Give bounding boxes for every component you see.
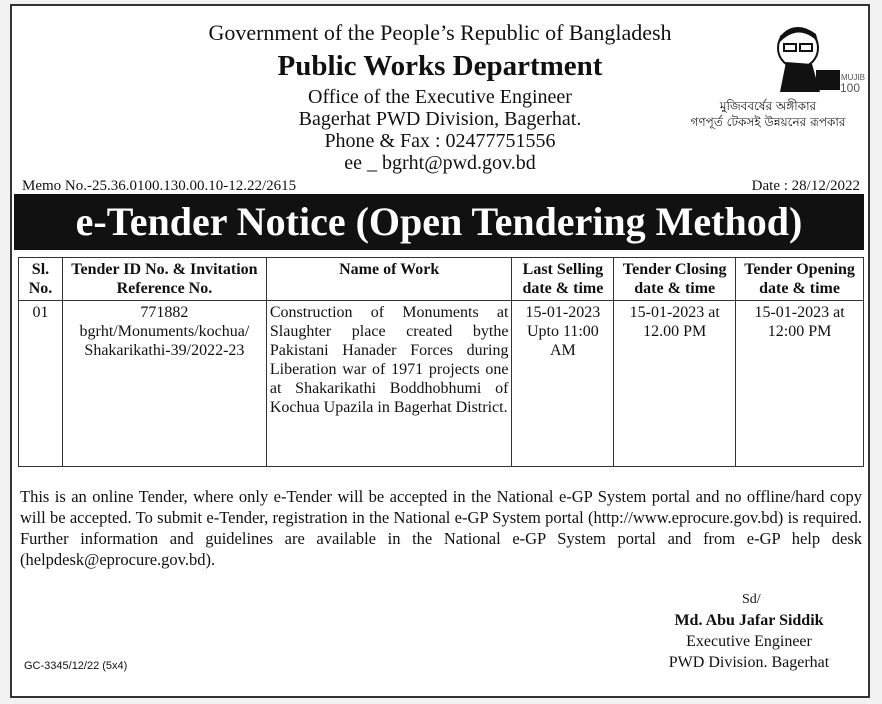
table-header (19, 258, 864, 301)
signatory-designation: Executive Engineer (686, 633, 812, 650)
cell-tender-id (62, 301, 266, 467)
slogan-line-1: মুজিববর্ষের অঙ্গীকার (719, 99, 817, 113)
header-closing: Tender Closing date & time (614, 258, 736, 301)
office: Office of the Executive Engineer (308, 86, 572, 108)
tender-notice (10, 4, 870, 698)
signatory-name: Md. Abu Jafar Siddik (674, 612, 824, 629)
cell-work: Construction of Monuments at Slaughter place created bythe Pakistani Hanader Forces during Liberation war of 1971 projects one at Shakarikathi Boddhobhumi of Kochua Upazila in Bagerhat District. (266, 301, 512, 467)
government-name: Government of the People’s Republic of Bangladesh (208, 20, 672, 45)
header-opening: Tender Opening date & time (736, 258, 864, 301)
reference-no: bgrht/Monuments/kochua/ Shakarikathi-39/2022-23 (79, 323, 250, 359)
instructions-paragraph: This is an online Tender, where only e-Tender will be accepted in the National e-GP System portal and no offline/hard copy will be accepted. To submit e-Tender, registration in the National e-GP System portal (http://www.eprocure.gov.bd) is required. Further information and guidelines are available in the National e-GP System portal and from e-GP help desk (helpdesk@eprocure.gov.bd). (20, 487, 862, 569)
signed-mark: Sd/ (742, 592, 761, 607)
cell-selling: 15-01-2023 Upto 11:00 AM (512, 301, 614, 467)
department-name: Public Works Department (277, 50, 603, 82)
header-work: Name of Work (266, 258, 512, 301)
mujib-100-logo (760, 22, 865, 95)
header-tender-id: Tender ID No. & Invitation Reference No. (62, 258, 266, 301)
memo-number: Memo No.-25.36.0100.130.00.10-12.22/2615 (22, 178, 297, 194)
division: Bagerhat PWD Division, Bagerhat. (298, 108, 582, 130)
cell-opening: 15-01-2023 at 12:00 PM (736, 301, 864, 467)
tender-table (18, 257, 864, 467)
cell-closing: 15-01-2023 at 12.00 PM (614, 301, 736, 467)
notice-date: Date : 28/12/2022 (751, 178, 860, 194)
slogan (668, 98, 868, 130)
header-selling: Last Selling date & time (512, 258, 614, 301)
notice-title: e-Tender Notice (Open Tendering Method) (14, 194, 864, 250)
footer-code: GC-3345/12/22 (5x4) (24, 660, 128, 672)
header-sl: Sl. No. (19, 258, 63, 301)
cell-sl: 01 (19, 301, 63, 467)
svg-text:MUJIB: MUJIB (841, 73, 865, 82)
signature-block (644, 594, 854, 673)
slogan-line-2: গণপূর্ত টেকসই উন্নয়নের রূপকার (690, 115, 846, 129)
table-row (19, 301, 864, 467)
signatory-office: PWD Division. Bagerhat (668, 654, 830, 671)
phone: Phone & Fax : 02477751556 (324, 130, 556, 152)
tender-id: 771882 (140, 304, 189, 321)
email: ee _ bgrht@pwd.gov.bd (344, 152, 536, 174)
svg-text:100: 100 (840, 81, 861, 95)
